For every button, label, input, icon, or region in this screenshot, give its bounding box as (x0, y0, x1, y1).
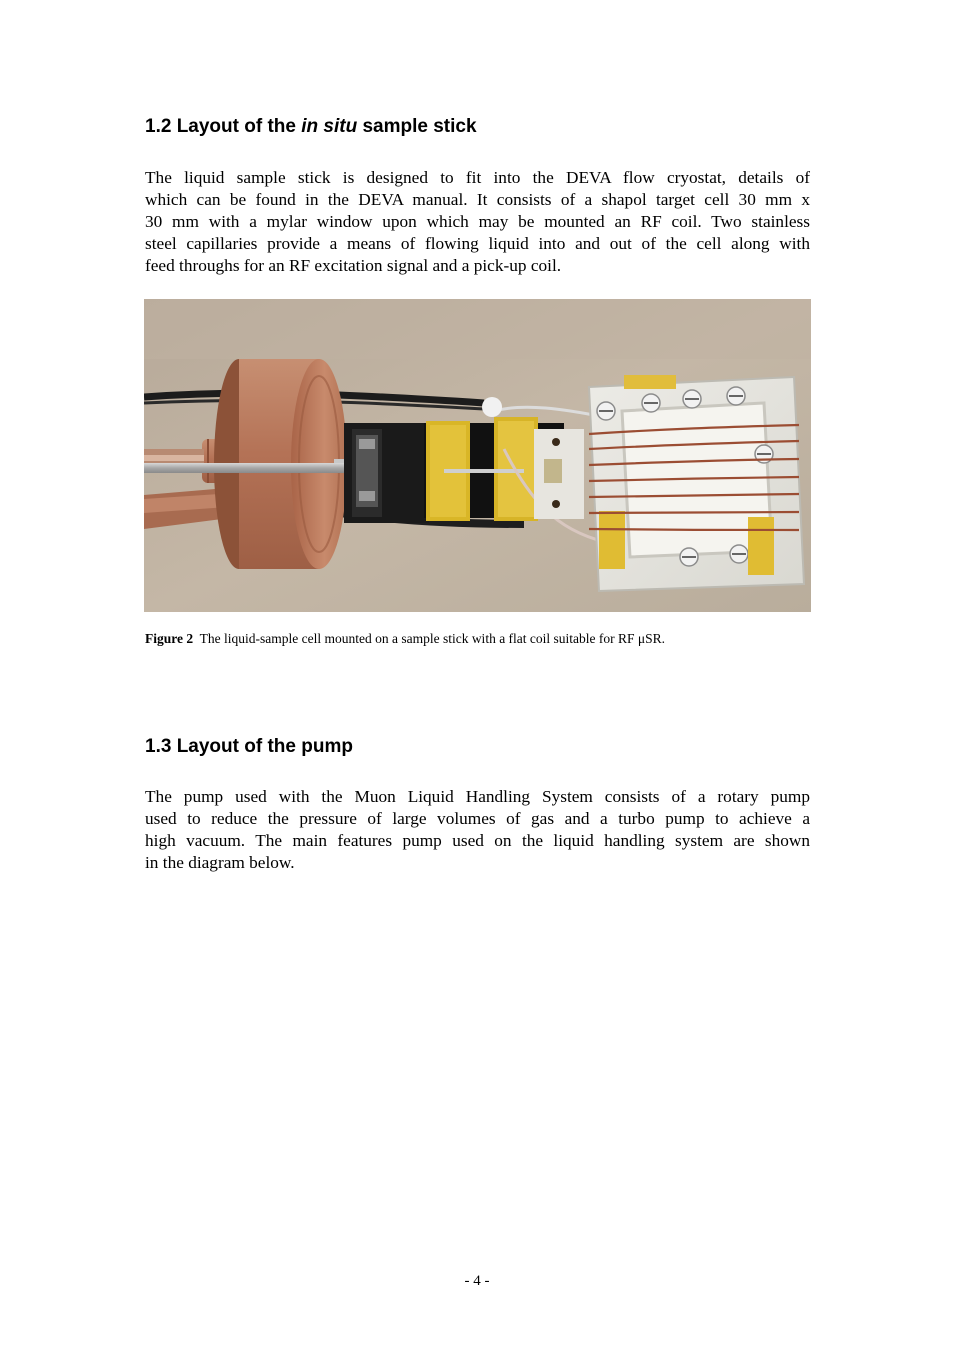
caption-text: The liquid-sample cell mounted on a sample stick with a flat coil suitable for RF μSR. (193, 631, 666, 646)
pump-paragraph (145, 786, 810, 874)
paragraph-line: The liquid sample stick is designed to fit into the DEVA flow cryostat, details of (145, 168, 810, 187)
paragraph-line: 30 mm with a mylar window upon which may be mounted an RF coil. Two stainless (145, 212, 810, 231)
sample-stick-photo (144, 299, 811, 612)
figure-caption (145, 631, 665, 647)
sample-stick-paragraph (145, 167, 810, 277)
heading-prefix: 1.2 Layout of the (145, 116, 302, 137)
paragraph-line: The pump used with the Muon Liquid Handling System consists of a rotary pump (145, 787, 810, 806)
figure-label: Figure 2 (145, 631, 194, 646)
heading-suffix: sample stick (357, 116, 477, 137)
paragraph-line: steel capillaries provide a means of flowing liquid into and out of the cell along with (145, 234, 810, 253)
section-heading-1-2 (145, 116, 477, 138)
paragraph-line: in the diagram below. (145, 853, 295, 872)
paragraph-line: high vacuum. The main features pump used on the liquid handling system are shown (145, 831, 810, 850)
section-heading-1-3: 1.3 Layout of the pump (145, 736, 353, 757)
heading-italic: in situ (301, 116, 358, 137)
paragraph-line: used to reduce the pressure of large volumes of gas and a turbo pump to achieve a (145, 809, 810, 828)
paragraph-line: feed throughs for an RF excitation signal and a pick-up coil. (145, 256, 562, 275)
page-number: - 4 - (464, 1273, 490, 1289)
paragraph-line: which can be found in the DEVA manual. It consists of a shapol target cell 30 mm x (145, 190, 810, 209)
